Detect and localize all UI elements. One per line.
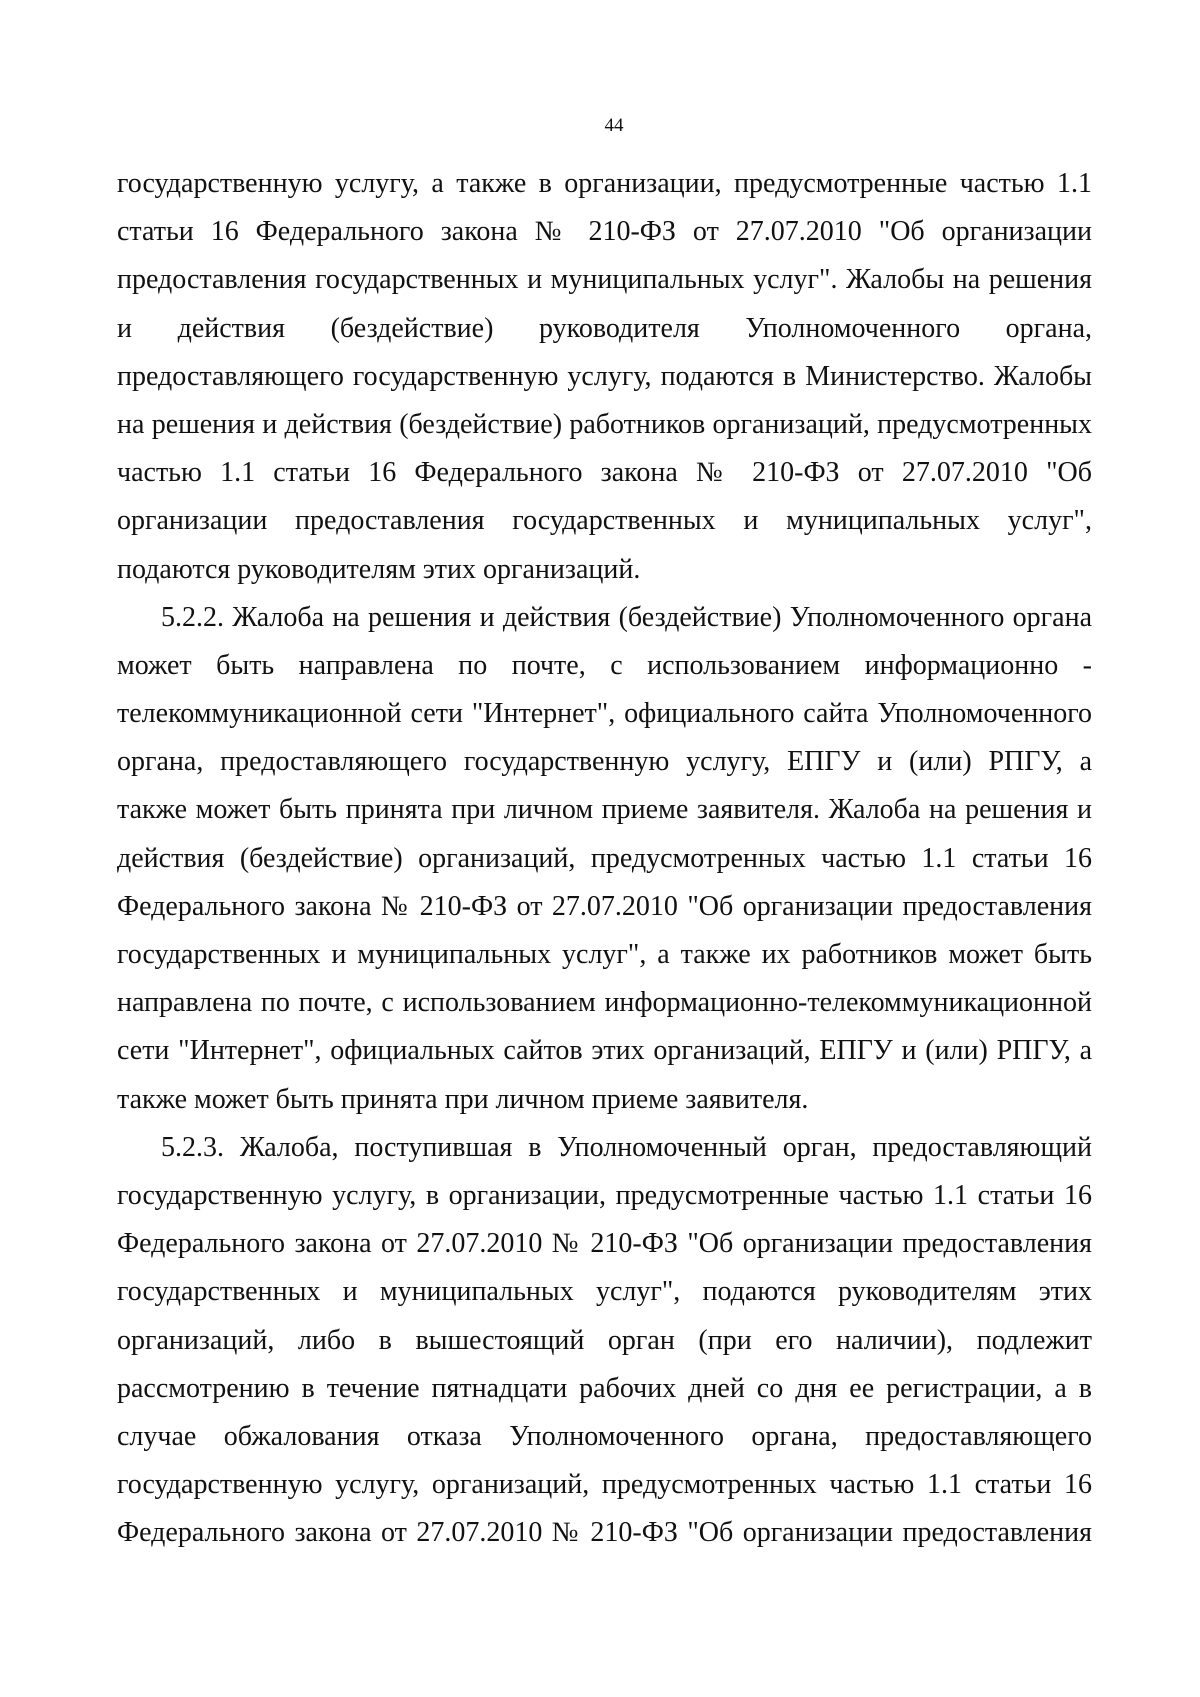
text-line: Федерального закона № 210-ФЗ от 27.07.2010 "Об организации предоставления (117, 890, 1092, 922)
text-line: частью 1.1 статьи 16 Федерального закона № 210-ФЗ от 27.07.2010 "Об (117, 457, 1092, 489)
text-line: на решения и действия (бездействие) работников организаций, предусмотренных (117, 408, 1092, 440)
text-line: направлена по почте, с использованием информационно-телекоммуникационной (117, 987, 1092, 1019)
text-line: подаются руководителям этих организаций. (117, 553, 641, 585)
text-line: организации предоставления государственных и муниципальных услуг", (117, 505, 1092, 537)
text-line: государственных и муниципальных услуг", а также их работников может быть (117, 939, 1092, 970)
document-body (117, 160, 1092, 1557)
paragraph-5-2-2 (117, 594, 1092, 1124)
paragraph-5-2-3 (117, 1124, 1092, 1558)
text-line: организаций, либо в вышестоящий орган (при его наличии), подлежит (117, 1324, 1092, 1356)
text-line: телекоммуникационной сети "Интернет", официального сайта Уполномоченного (117, 698, 1092, 730)
text-line: статьи 16 Федерального закона № 210-ФЗ от 27.07.2010 "Об организации (117, 216, 1092, 248)
text-line: государственную услугу, в организации, предусмотренные частью 1.1 статьи 16 (117, 1179, 1092, 1211)
paragraph-continuation (117, 160, 1092, 594)
text-line: Федерального закона от 27.07.2010 № 210-ФЗ "Об организации предоставления (117, 1517, 1092, 1549)
text-line: также может быть принята при личном приеме заявителя. Жалоба на решения и (117, 794, 1092, 826)
text-line: и действия (бездействие) руководителя Уполномоченного органа, (117, 312, 1092, 344)
text-line: рассмотрению в течение пятнадцати рабочих дней со дня ее регистрации, а в (117, 1372, 1092, 1404)
text-line: государственную услугу, организаций, предусмотренных частью 1.1 статьи 16 (117, 1469, 1092, 1501)
text-line: 5.2.3. Жалоба, поступившая в Уполномоченный орган, предоставляющий (161, 1131, 1092, 1163)
text-line: предоставления государственных и муниципальных услуг". Жалобы на решения (117, 264, 1092, 296)
text-line: действия (бездействие) организаций, предусмотренных частью 1.1 статьи 16 (117, 842, 1092, 874)
text-line: органа, предоставляющего государственную услугу, ЕПГУ и (или) РПГУ, а (117, 746, 1092, 778)
text-line: государственную услугу, а также в организации, предусмотренные частью 1.1 (117, 168, 1092, 199)
page-number: 44 (604, 115, 624, 136)
text-line: государственных и муниципальных услуг", подаются руководителям этих (117, 1276, 1092, 1308)
text-line: Федерального закона от 27.07.2010 № 210-ФЗ "Об организации предоставления (117, 1228, 1092, 1260)
text-line: предоставляющего государственную услугу, подаются в Министерство. Жалобы (117, 360, 1092, 392)
text-line: сети "Интернет", официальных сайтов этих организаций, ЕПГУ и (или) РПГУ, а (117, 1035, 1092, 1067)
text-line: может быть направлена по почте, с использованием информационно - (117, 649, 1092, 681)
text-line: 5.2.2. Жалоба на решения и действия (бездействие) Уполномоченного органа (161, 601, 1092, 633)
text-line: также может быть принята при личном приеме заявителя. (117, 1083, 809, 1115)
text-line: случае обжалования отказа Уполномоченного органа, предоставляющего (117, 1420, 1092, 1452)
